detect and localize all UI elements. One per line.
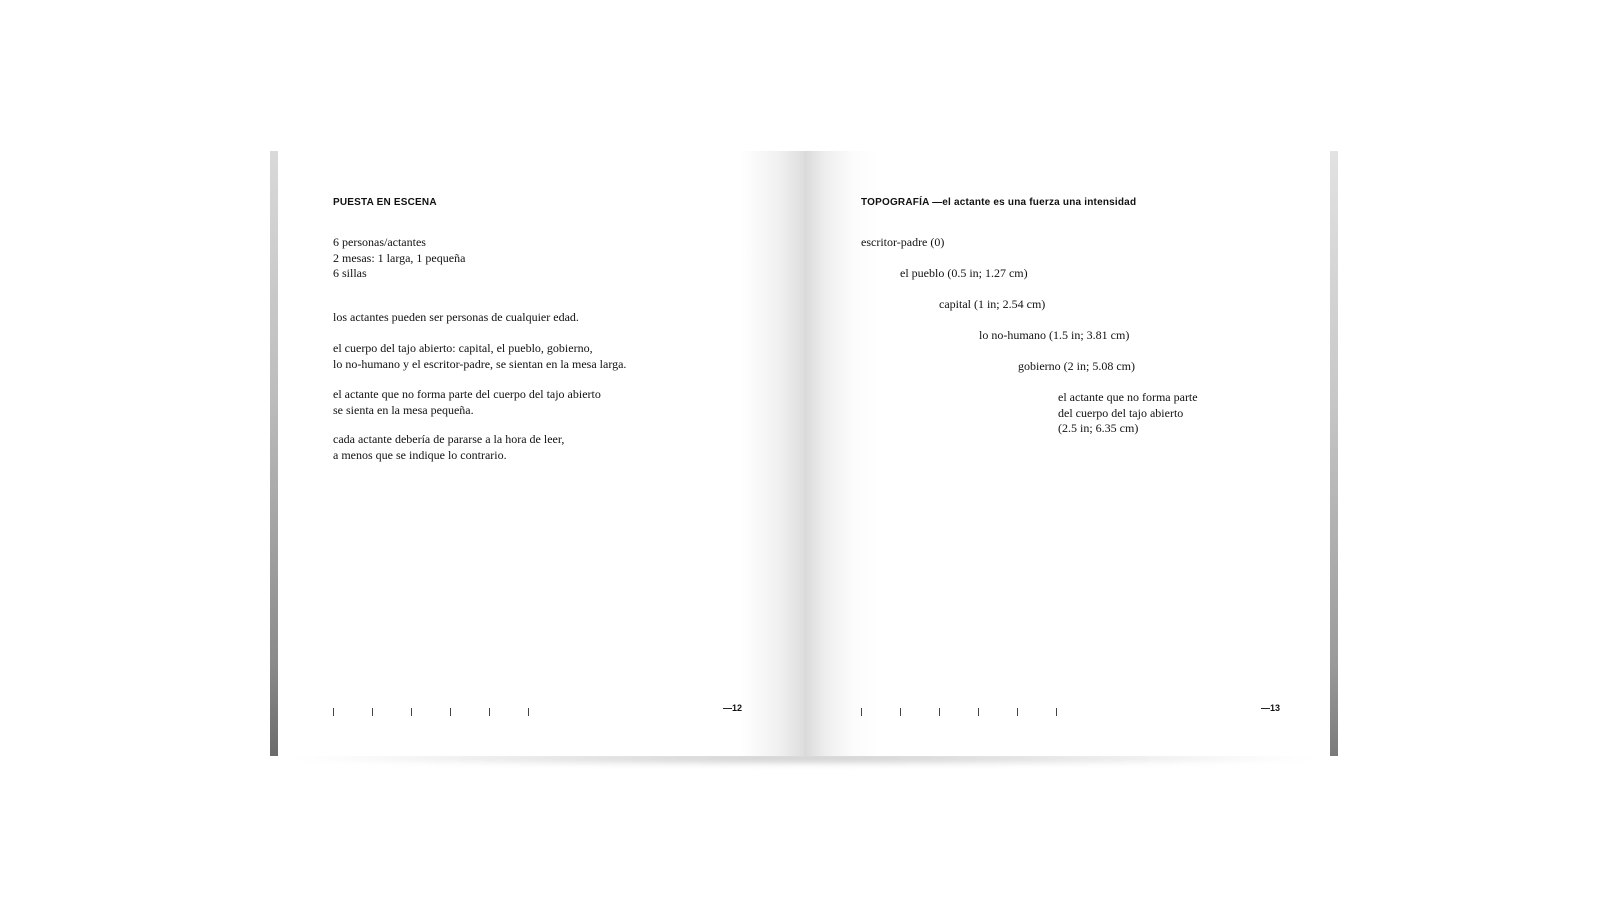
left-page-heading: PUESTA EN ESCENA: [333, 197, 437, 208]
tick-mark: [528, 708, 529, 716]
text-line: se sienta en la mesa pequeña.: [333, 402, 474, 417]
tick-mark: [1017, 708, 1018, 716]
text-line: el actante que no forma parte del cuerpo del tajo abierto: [333, 387, 601, 401]
paragraph-cast: [333, 235, 465, 282]
tick-mark: [372, 708, 373, 716]
paragraph-reading: [333, 432, 564, 463]
left-page-number: —12: [723, 703, 743, 713]
topography-entry-capital: [939, 297, 1045, 313]
text-line: gobierno (2 in; 5.08 cm): [1018, 359, 1135, 373]
tick-mark: [1056, 708, 1057, 716]
text-line: cada actante debería de pararse a la hora de leer,: [333, 432, 565, 446]
text-line: el cuerpo del tajo abierto: capital, el pueblo, gobierno,: [333, 341, 593, 355]
topography-entry-writer-father: [861, 235, 944, 251]
paragraph-actants-age: [333, 310, 579, 326]
right-page-heading: TOPOGRAFÍA —el actante es una fuerza una intensidad: [861, 197, 1137, 208]
text-line: 6 sillas: [333, 266, 367, 280]
tick-mark: [861, 708, 862, 716]
text-line: del cuerpo del tajo abierto: [1058, 405, 1184, 420]
right-page-number: —13: [1261, 703, 1281, 713]
tick-mark: [939, 708, 940, 716]
paragraph-small-table: [333, 387, 601, 418]
text-line: (2.5 in; 6.35 cm): [1058, 421, 1139, 435]
text-line: los actantes pueden ser personas de cualquier edad.: [333, 310, 579, 324]
text-line: capital (1 in; 2.54 cm): [939, 297, 1046, 311]
topography-entry-government: [1018, 359, 1135, 375]
text-line: 2 mesas: 1 larga, 1 pequeña: [333, 250, 466, 265]
right-page: [804, 151, 1330, 756]
tick-mark: [450, 708, 451, 716]
topography-entry-people: [900, 266, 1028, 282]
text-line: escritor-padre (0): [861, 235, 945, 249]
paragraph-long-table: [333, 341, 626, 372]
right-page-edge: [1330, 151, 1338, 756]
tick-mark: [900, 708, 901, 716]
topography-entry-non-human: [979, 328, 1129, 344]
text-line: el pueblo (0.5 in; 1.27 cm): [900, 266, 1028, 280]
tick-mark: [333, 708, 334, 716]
open-book: [270, 151, 1338, 756]
topography-entry-outside-actant: [1058, 390, 1198, 437]
text-line: 6 personas/actantes: [333, 235, 426, 249]
text-line: el actante que no forma parte: [1058, 390, 1198, 404]
tick-mark: [978, 708, 979, 716]
tick-mark: [411, 708, 412, 716]
text-line: lo no-humano y el escritor-padre, se sientan en la mesa larga.: [333, 356, 627, 371]
left-page: [278, 151, 804, 756]
tick-mark: [489, 708, 490, 716]
left-page-edge: [270, 151, 278, 756]
text-line: lo no-humano (1.5 in; 3.81 cm): [979, 328, 1130, 342]
text-line: a menos que se indique lo contrario.: [333, 447, 507, 462]
